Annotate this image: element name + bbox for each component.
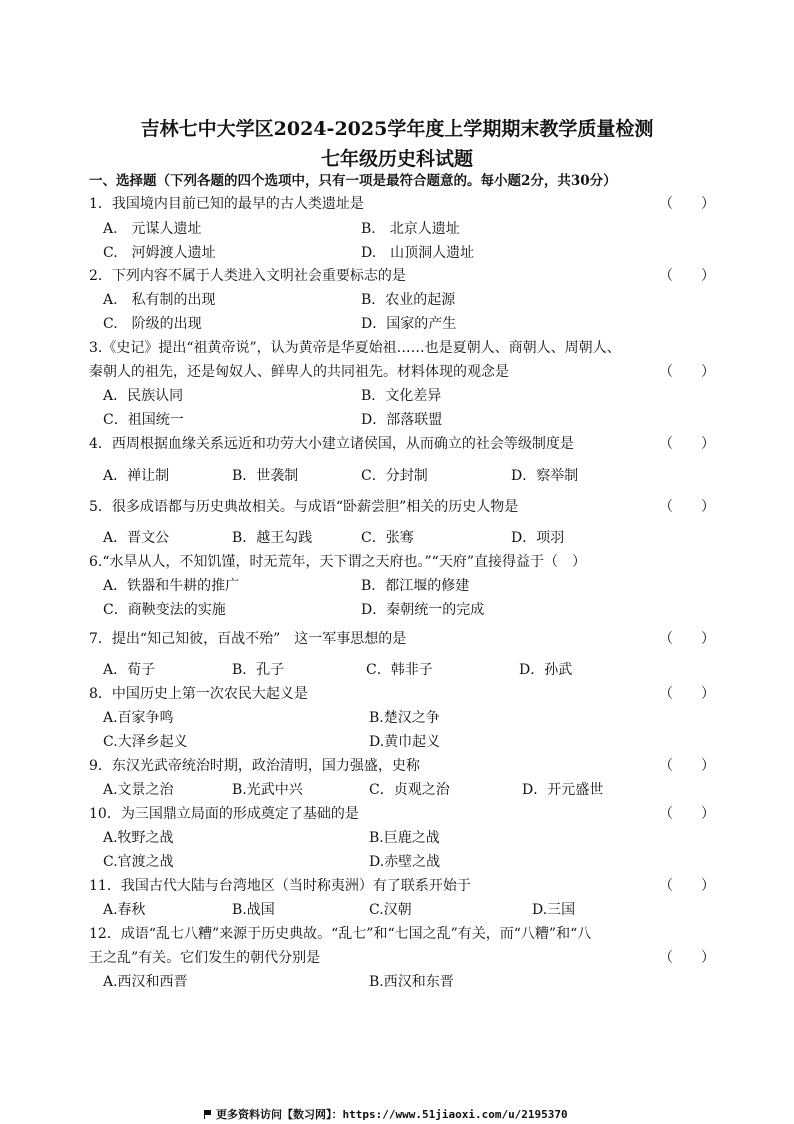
question-3-line-1: 3.《史记》提出“祖黄帝说”，认为黄帝是华夏始祖……也是夏朝人、商朝人、周朝人、 bbox=[89, 340, 621, 356]
answer-bracket-12: （ ） bbox=[659, 950, 715, 966]
section-heading: 一、选择题（下列各题的四个选项中，只有一项是最符合题意的。每小题2分，共30分） bbox=[89, 173, 617, 189]
q5-option-a: A．晋文公 bbox=[103, 530, 170, 546]
answer-bracket-10: （ ） bbox=[659, 806, 715, 822]
question-7: 7．提出“知己知彼，百战不殆” 这一军事思想的是 bbox=[89, 631, 407, 647]
q9-option-a: A.文景之治 bbox=[103, 782, 174, 798]
q11-option-a: A.春秋 bbox=[103, 902, 146, 918]
question-10: 10．为三国鼎立局面的形成奠定了基础的是 bbox=[89, 806, 359, 822]
question-4: 4．西周根据血缘关系远近和功劳大小建立诸侯国，从而确立的社会等级制度是 bbox=[89, 436, 574, 452]
answer-bracket-3: （ ） bbox=[659, 364, 715, 380]
q1-option-c: C. 河姆渡人遗址 bbox=[103, 245, 216, 261]
q6-option-a: A．铁器和牛耕的推广 bbox=[103, 578, 240, 594]
q12-option-b: B.西汉和东晋 bbox=[369, 974, 454, 990]
question-1: 1．我国境内目前已知的最早的古人类遗址是 bbox=[89, 196, 364, 212]
question-8: 8．中国历史上第一次农民大起义是 bbox=[89, 686, 308, 702]
q5-option-c: C．张骞 bbox=[361, 530, 414, 546]
q2-option-b: B．农业的起源 bbox=[361, 292, 456, 308]
q8-option-d: D.黄巾起义 bbox=[369, 734, 441, 750]
q9-option-b: B.光武中兴 bbox=[232, 782, 303, 798]
q6-option-b: B．都江堰的修建 bbox=[361, 578, 470, 594]
question-3-line-2: 秦朝人的祖先，还是匈奴人、鲜卑人的共同祖先。材料体现的观念是 bbox=[89, 364, 509, 380]
q8-option-a: A.百家争鸣 bbox=[103, 710, 174, 726]
question-9: 9．东汉光武帝统治时期，政治清明，国力强盛，史称 bbox=[89, 758, 420, 774]
q1-option-b: B. 北京人遗址 bbox=[361, 221, 460, 237]
answer-bracket-9: （ ） bbox=[659, 758, 715, 774]
q4-option-c: C．分封制 bbox=[361, 468, 428, 484]
q5-option-d: D．项羽 bbox=[511, 530, 565, 546]
answer-bracket-1: （ ） bbox=[659, 196, 715, 212]
q1-option-a: A. 元谋人遗址 bbox=[103, 221, 202, 237]
question-6: 6.“水旱从人，不知饥馑，时无荒年，天下谓之天府也。”“天府”直接得益于（ ） bbox=[89, 554, 586, 570]
q11-option-c: C.汉朝 bbox=[369, 902, 412, 918]
q8-option-b: B.楚汉之争 bbox=[369, 710, 440, 726]
answer-bracket-4: （ ） bbox=[659, 436, 715, 452]
q1-option-d: D. 山顶洞人遗址 bbox=[361, 245, 475, 261]
answer-bracket-7: （ ） bbox=[659, 631, 715, 647]
q6-option-c: C．商鞅变法的实施 bbox=[103, 602, 226, 618]
q6-option-d: D．秦朝统一的完成 bbox=[361, 602, 485, 618]
q3-option-d: D．部落联盟 bbox=[361, 412, 443, 428]
q5-option-b: B．越王勾践 bbox=[232, 530, 313, 546]
q7-option-d: D．孙武 bbox=[519, 662, 573, 678]
q9-option-c: C．贞观之治 bbox=[369, 782, 450, 798]
q11-option-b: B.战国 bbox=[232, 902, 275, 918]
answer-bracket-11: （ ） bbox=[659, 878, 715, 894]
q2-option-d: D．国家的产生 bbox=[361, 316, 457, 332]
q3-option-b: B．文化差异 bbox=[361, 388, 442, 404]
q10-option-a: A.牧野之战 bbox=[103, 830, 174, 846]
answer-bracket-2: （ ） bbox=[659, 268, 715, 284]
q3-option-c: C．祖国统一 bbox=[103, 412, 184, 428]
flag-icon bbox=[204, 1110, 212, 1119]
footer-text[interactable]: 更多资料访问【数习网】：https://www.51jiaoxi.com/u/2195370 bbox=[216, 1108, 568, 1121]
exam-subtitle: 七年级历史科试题 bbox=[320, 148, 473, 170]
q9-option-d: D．开元盛世 bbox=[522, 782, 604, 798]
question-11: 11．我国古代大陆与台湾地区（当时称夷洲）有了联系开始于 bbox=[89, 878, 471, 894]
answer-bracket-8: （ ） bbox=[659, 686, 715, 702]
q10-option-c: C.官渡之战 bbox=[103, 854, 174, 870]
q4-option-d: D．察举制 bbox=[511, 468, 579, 484]
q10-option-d: D.赤壁之战 bbox=[369, 854, 441, 870]
q2-option-a: A. 私有制的出现 bbox=[103, 292, 216, 308]
q4-option-b: B．世袭制 bbox=[232, 468, 299, 484]
q2-option-c: C. 阶级的出现 bbox=[103, 316, 202, 332]
exam-title: 吉林七中大学区2024-2025学年度上学期期末教学质量检测 bbox=[140, 118, 654, 140]
question-2: 2．下列内容不属于人类进入文明社会重要标志的是 bbox=[89, 268, 406, 284]
q8-option-c: C.大泽乡起义 bbox=[103, 734, 188, 750]
answer-bracket-5: （ ） bbox=[659, 499, 715, 515]
q7-option-a: A．荀子 bbox=[103, 662, 156, 678]
q10-option-b: B.巨鹿之战 bbox=[369, 830, 440, 846]
question-5: 5．很多成语都与历史典故相关。与成语“卧薪尝胆”相关的历史人物是 bbox=[89, 499, 519, 515]
q12-option-a: A.西汉和西晋 bbox=[103, 974, 188, 990]
q7-option-c: C．韩非子 bbox=[366, 662, 433, 678]
footer-link[interactable] bbox=[204, 1106, 568, 1122]
q7-option-b: B．孔子 bbox=[232, 662, 285, 678]
question-12-line-2: 王之乱”有关。它们发生的朝代分别是 bbox=[89, 950, 321, 966]
q3-option-a: A．民族认同 bbox=[103, 388, 184, 404]
q11-option-d: D.三国 bbox=[532, 902, 576, 918]
q4-option-a: A．禅让制 bbox=[103, 468, 170, 484]
question-12-line-1: 12．成语“乱七八糟”来源于历史典故。“乱七”和“七国之乱”有关，而“八糟”和“八 bbox=[89, 926, 592, 942]
